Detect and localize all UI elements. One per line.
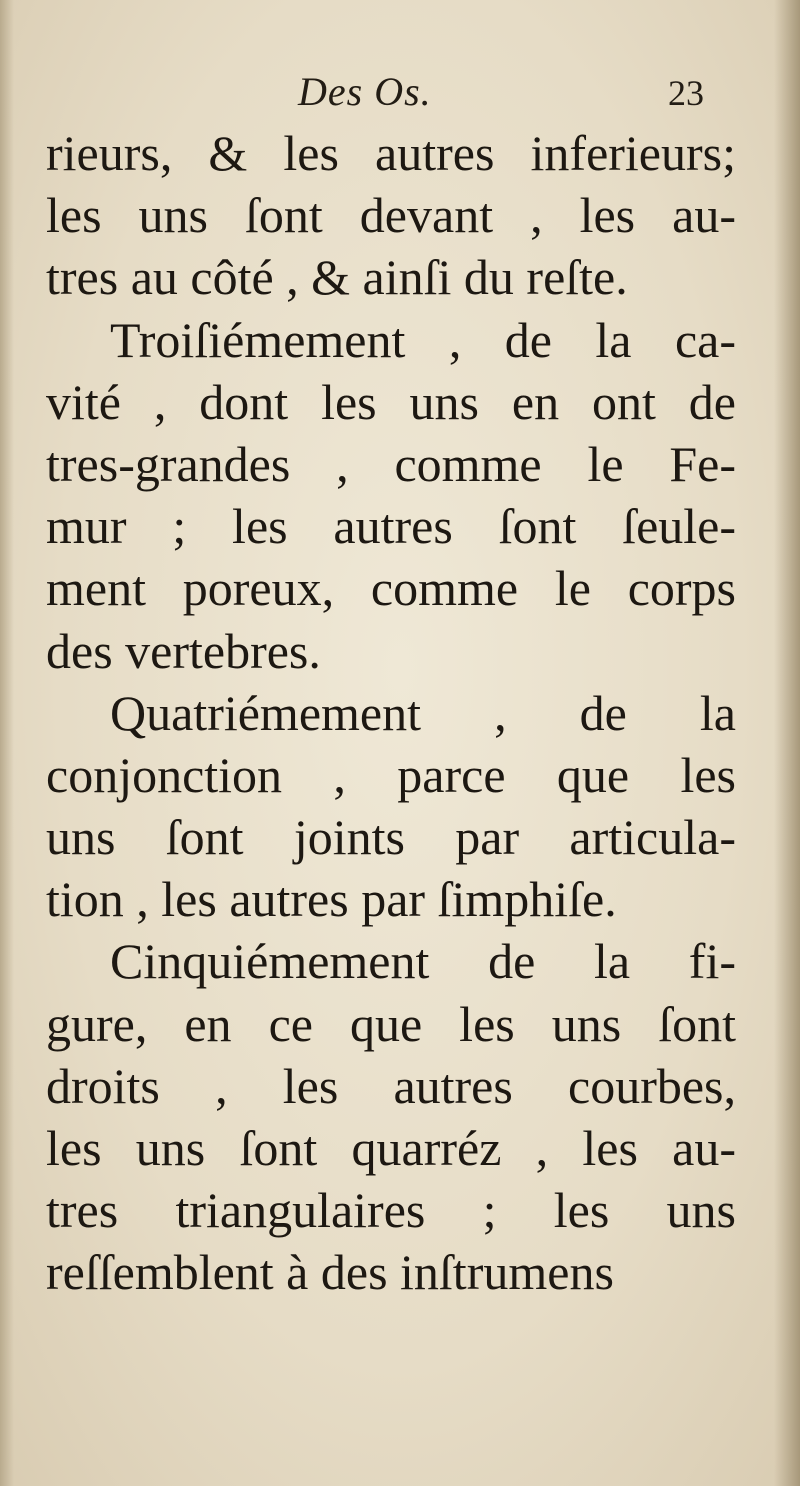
text-line: ment poreux, comme le corps (46, 560, 736, 617)
text-line: mur ; les autres ſont ſeule- (46, 498, 736, 555)
text-line: des vertebres. (46, 622, 321, 679)
running-head (0, 68, 800, 118)
text-line: reſſemblent à des inſtrumens (46, 1244, 614, 1301)
text-line: conjonction , parce que les (46, 746, 736, 803)
running-head-title: Des Os. (298, 69, 432, 114)
text-line: tres-grandes , comme le Fe- (46, 435, 736, 492)
text-line: gure, en ce que les uns ſont (46, 995, 736, 1052)
text-line: les uns ſont devant , les au- (46, 187, 736, 244)
paragraph-start-line: Cinquiémement de la fi- (110, 933, 736, 990)
body-text (46, 122, 736, 1304)
text-line: tion , les autres par ſimphiſe. (46, 871, 617, 928)
text-line: uns ſont joints par articula- (46, 809, 736, 866)
paragraph-start-line: Troiſiémement , de la ca- (110, 311, 736, 368)
text-line: droits , les autres courbes, (46, 1057, 736, 1114)
paragraph-start-line: Quatriémement , de la (110, 684, 736, 741)
text-line: les uns ſont quarréz , les au- (46, 1120, 736, 1176)
text-line: rieurs, & les autres inferieurs; (46, 125, 736, 181)
text-line: vité , dont les uns en ont de (46, 373, 736, 430)
text-line: tres au côté , & ainſi du reſte. (46, 249, 628, 306)
text-line: tres triangulaires ; les uns (46, 1182, 736, 1239)
page-number: 23 (668, 73, 704, 113)
